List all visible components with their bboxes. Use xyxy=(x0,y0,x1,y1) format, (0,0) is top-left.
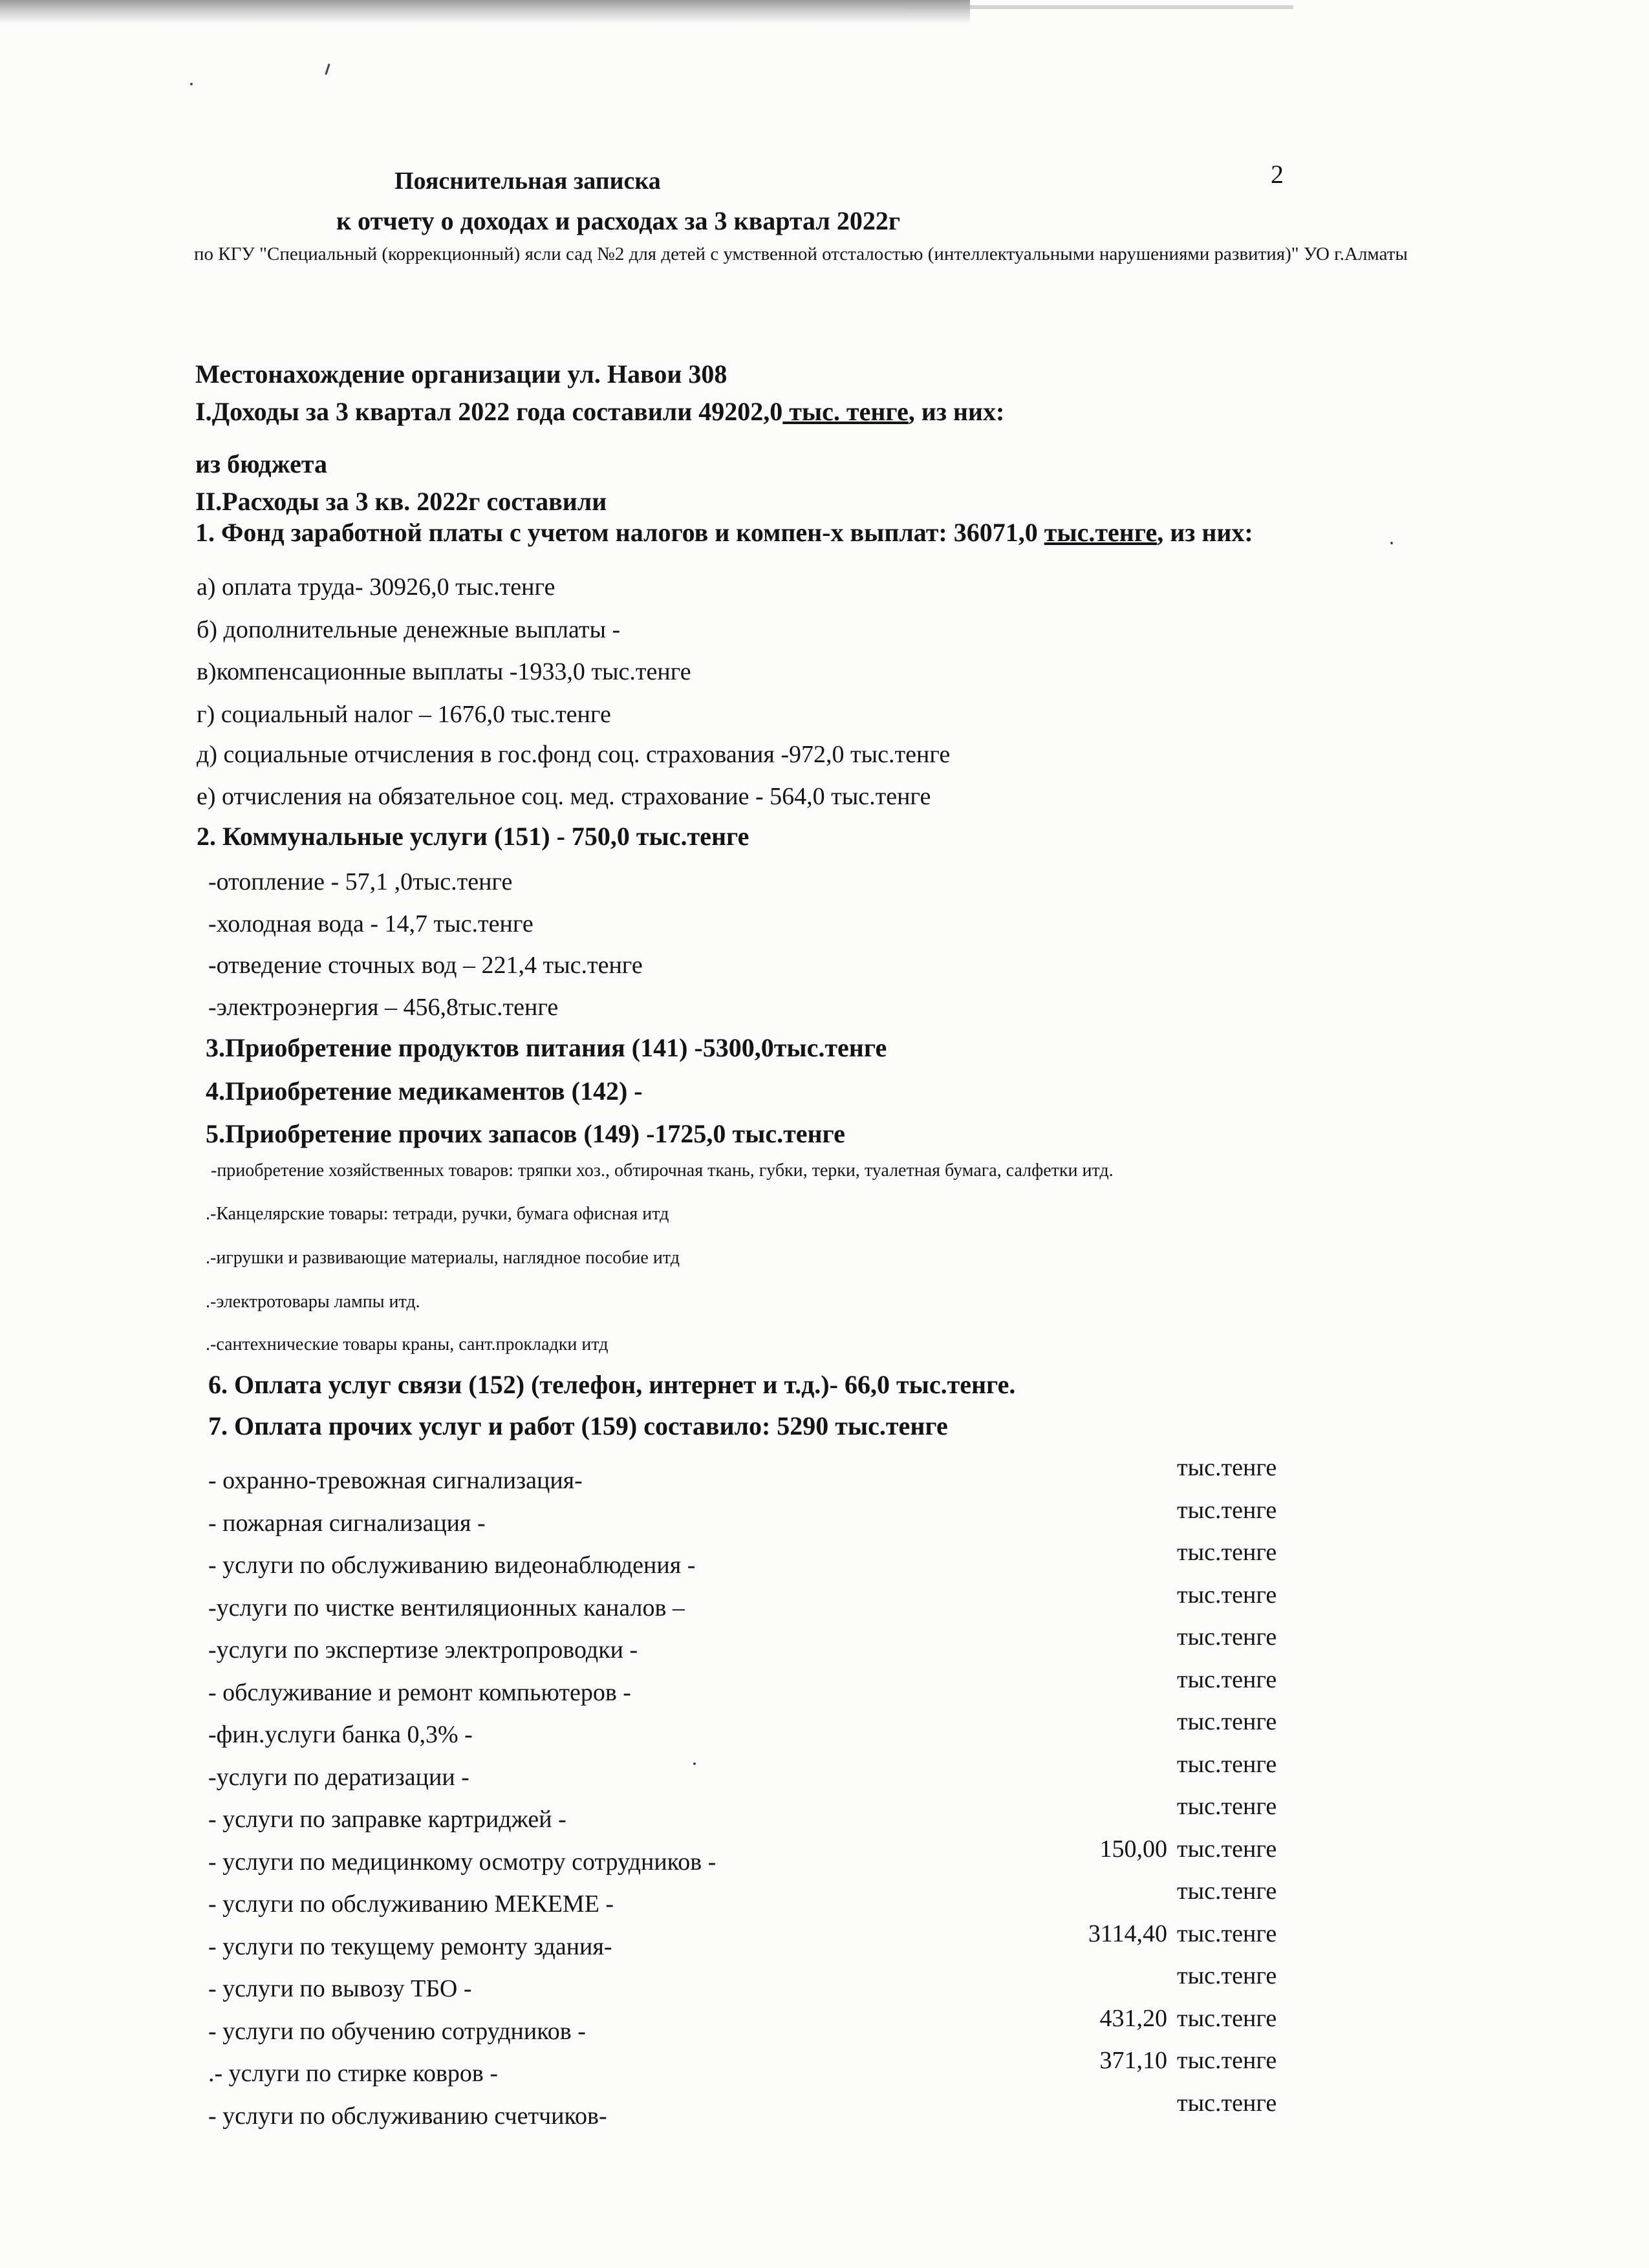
service-amount: 431,20 xyxy=(1099,2005,1167,2032)
utility-item: -электроэнергия – 456,8тыс.тенге xyxy=(208,994,559,1021)
payroll-item: е) отчисления на обязательное соц. мед. страхование - 564,0 тыс.тенге xyxy=(197,783,931,810)
service-unit: тыс.тенге xyxy=(1177,1539,1277,1566)
supplies-title: 5.Приобретение прочих запасов (149) -1725,0 тыс.тенге xyxy=(206,1119,845,1148)
service-label: - услуги по обслуживанию видеонаблюдения - xyxy=(208,1552,696,1579)
payroll-title: 1. Фонд заработной платы с учетом налогов и компен-х выплат: 36071,0 тыс.тенге, из них: xyxy=(195,518,1253,547)
utilities-title: 2. Коммунальные услуги (151) - 750,0 тыс.тенге xyxy=(197,822,749,851)
service-unit: тыс.тенге xyxy=(1177,1623,1277,1651)
scan-speck xyxy=(1390,542,1393,544)
service-label: - услуги по текущему ремонту здания- xyxy=(208,1933,612,1960)
location-line: Местонахождение организации ул. Навои 308 xyxy=(195,359,727,389)
service-unit: тыс.тенге xyxy=(1177,1708,1277,1735)
organization-name: по КГУ "Специальный (коррекционный) ясли сад №2 для детей с умственной отсталостью (интеллектуальными нарушениями развития)" УО г.Алматы xyxy=(194,244,1408,264)
scan-speck xyxy=(325,63,330,75)
payroll-item: г) социальный налог – 1676,0 тыс.тенге xyxy=(197,701,611,728)
service-label: - услуги по заправке картриджей - xyxy=(208,1806,566,1833)
payroll-item: в)компенсационные выплаты -1933,0 тыс.тенге xyxy=(197,658,691,685)
service-unit: тыс.тенге xyxy=(1177,1666,1277,1693)
supplies-item: .-сантехнические товары краны, сант.прокладки итд xyxy=(206,1334,609,1354)
service-label: - услуги по обслуживанию счетчиков- xyxy=(208,2102,607,2130)
service-unit: тыс.тенге xyxy=(1177,1454,1277,1481)
service-amount: 371,10 xyxy=(1099,2047,1167,2074)
food-line: 3.Приобретение продуктов питания (141) -5300,0тыс.тенге xyxy=(206,1033,887,1062)
document-title: Пояснительная записка xyxy=(394,167,661,195)
service-label: - услуги по обслуживанию МЕКЕМЕ - xyxy=(208,1890,614,1918)
service-label: - пожарная сигнализация - xyxy=(208,1510,486,1537)
document-subtitle: к отчету о доходах и расходах за 3 квартал 2022г xyxy=(336,206,901,235)
service-unit: тыс.тенге xyxy=(1177,1962,1277,1989)
supplies-item: -приобретение хозяйственных товаров: тряпки хоз., обтирочная ткань, губки, терки, туалетная бумага, салфетки итд. xyxy=(211,1161,1114,1181)
service-label: -услуги по чистке вентиляционных каналов – xyxy=(208,1594,685,1621)
service-unit: тыс.тенге xyxy=(1177,1581,1277,1609)
service-unit: тыс.тенге xyxy=(1177,1497,1277,1524)
service-unit: тыс.тенге xyxy=(1177,1793,1277,1820)
service-amount: 3114,40 xyxy=(1088,1920,1167,1947)
service-label: - услуги по медицинкому осмотру сотрудников - xyxy=(208,1848,717,1876)
service-unit: тыс.тенге xyxy=(1177,2047,1277,2074)
service-unit: тыс.тенге xyxy=(1177,2090,1277,2117)
scan-speck xyxy=(190,83,193,85)
income-line: I.Доходы за 3 квартал 2022 года составили 49202,0 тыс. тенге, из них: xyxy=(195,397,1005,426)
service-label: - услуги по обучению сотрудников - xyxy=(208,2018,586,2045)
service-label: - охранно-тревожная сигнализация- xyxy=(208,1467,583,1494)
supplies-item: .-игрушки и развивающие материалы, наглядное пособие итд xyxy=(206,1248,680,1268)
service-label: -услуги по дератизации - xyxy=(208,1764,469,1791)
communication-line: 6. Оплата услуг связи (152) (телефон, интернет и т.д.)- 66,0 тыс.тенге. xyxy=(208,1370,1016,1399)
income-source: из бюджета xyxy=(195,449,328,478)
utility-item: -холодная вода - 14,7 тыс.тенге xyxy=(208,910,534,937)
service-unit: тыс.тенге xyxy=(1177,1878,1277,1905)
payroll-item: а) оплата труда- 30926,0 тыс.тенге xyxy=(197,573,555,601)
scan-speck xyxy=(693,1762,696,1765)
expenses-title: II.Расходы за 3 кв. 2022г составили xyxy=(195,487,607,516)
service-unit: тыс.тенге xyxy=(1177,2005,1277,2032)
utility-item: -отопление - 57,1 ,0тыс.тенге xyxy=(208,868,513,895)
scan-shadow xyxy=(905,5,1293,9)
service-label: .- услуги по стирке ковров - xyxy=(208,2060,499,2087)
service-label: - услуги по вывозу ТБО - xyxy=(208,1975,472,2002)
payroll-item: б) дополнительные денежные выплаты - xyxy=(197,616,621,643)
utility-item: -отведение сточных вод – 221,4 тыс.тенге xyxy=(208,952,643,979)
service-unit: тыс.тенге xyxy=(1177,1920,1277,1947)
service-label: - обслуживание и ремонт компьютеров - xyxy=(208,1679,631,1706)
payroll-item: д) социальные отчисления в гос.фонд соц. страхования -972,0 тыс.тенге xyxy=(197,741,951,768)
scan-shadow xyxy=(0,0,970,23)
medicines-line: 4.Приобретение медикаментов (142) - xyxy=(206,1076,643,1106)
service-label: -услуги по экспертизе электропроводки - xyxy=(208,1636,638,1664)
supplies-item: .-электротовары лампы итд. xyxy=(206,1292,420,1312)
page-number: 2 xyxy=(1271,160,1284,189)
service-label: -фин.услуги банка 0,3% - xyxy=(208,1721,473,1748)
service-unit: тыс.тенге xyxy=(1177,1751,1277,1778)
service-amount: 150,00 xyxy=(1099,1835,1167,1863)
services-title: 7. Оплата прочих услуг и работ (159) составило: 5290 тыс.тенге xyxy=(208,1411,948,1440)
supplies-item: .-Канцелярские товары: тетради, ручки, бумага офисная итд xyxy=(206,1204,669,1224)
service-unit: тыс.тенге xyxy=(1177,1835,1277,1863)
